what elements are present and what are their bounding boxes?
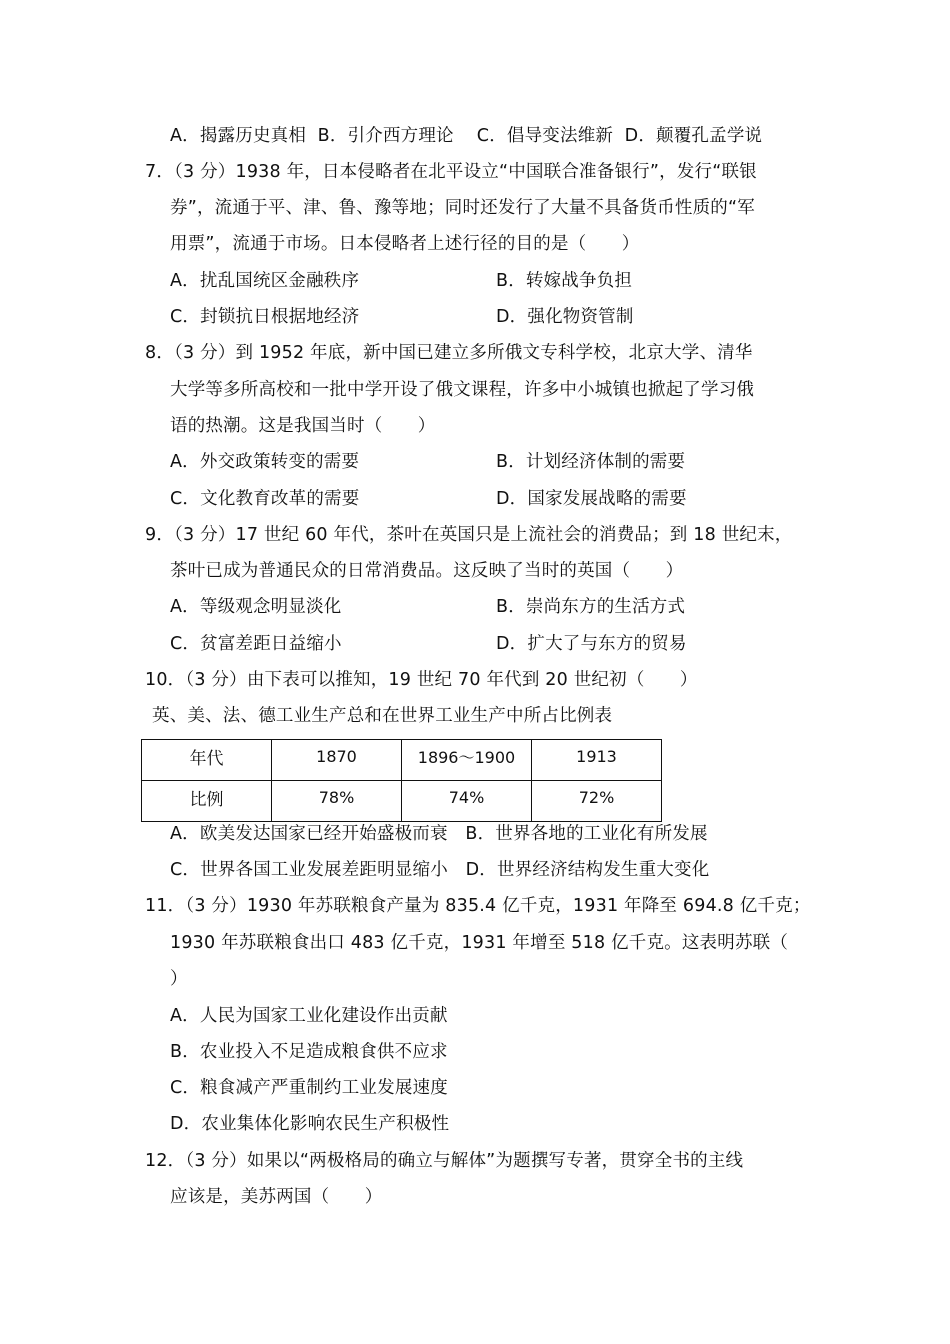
table-cell-text: 年代	[189, 748, 224, 769]
table-cell	[532, 781, 662, 822]
table-cell	[532, 740, 662, 781]
q9-stem-line-2: 茶叶已成为普通民众的日常消费品。这反映了当时的英国（ ）	[170, 561, 684, 581]
table-cell-text: 1870	[316, 746, 357, 766]
q7-option-a: A．扰乱国统区金融秩序	[170, 271, 360, 291]
q9-option-c: C．贫富差距日益缩小	[170, 634, 342, 654]
q7-option-b: B．转嫁战争负担	[496, 271, 633, 291]
table-cell	[272, 781, 402, 822]
q6-option-b: 引介西方理论	[347, 126, 454, 146]
q11-option-c: C．粮食减产严重制约工业发展速度	[170, 1078, 448, 1098]
q11-stem-line-2: 1930 年苏联粮食出口 483 亿千克，1931 年增至 518 亿千克。这表明苏联（	[170, 933, 789, 953]
q11-option-a: A．人民为国家工业化建设作出贡献	[170, 1006, 448, 1026]
q10-table-title: 英、美、法、德工业生产总和在世界工业生产中所占比例表	[152, 706, 613, 726]
q6-option-c: 倡导变法维新	[506, 126, 614, 146]
q6-option-d-letter: D．	[624, 126, 657, 146]
q7-stem-line-2: 券”，流通于平、津、鲁、豫等地；同时还发行了大量不具备货币性质的“军	[170, 198, 755, 218]
q10-options-line-2: C．世界各国工业发展差距明显缩小 D．世界经济结构发生重大变化	[170, 860, 710, 880]
q10-stem-line-1: 10．（3 分）由下表可以推知，19 世纪 70 年代到 20 世纪初（ ）	[145, 670, 698, 690]
q7-option-c: C．封锁抗日根据地经济	[170, 307, 360, 327]
table-row	[142, 781, 662, 822]
table-cell-text: 74%	[448, 787, 485, 807]
q8-option-d: D．国家发展战略的需要	[496, 489, 687, 509]
q6-option-a: 揭露历史真相	[199, 126, 307, 146]
q12-stem-line-2: 应该是，美苏两国（ ）	[170, 1187, 383, 1207]
table-cell	[272, 740, 402, 781]
q6-options	[170, 124, 762, 148]
q10-options-line-1: A．欧美发达国家已经开始盛极而衰 B．世界各地的工业化有所发展	[170, 824, 708, 844]
q8-option-b: B．计划经济体制的需要	[496, 452, 686, 472]
q6-option-a-letter: A．	[170, 126, 200, 146]
q8-option-c: C．文化教育改革的需要	[170, 489, 360, 509]
q7-stem-line-1: 7．（3 分）1938 年，日本侵略者在北平设立“中国联合准备银行”，发行“联银	[145, 162, 757, 182]
table-row	[142, 740, 662, 781]
q9-option-a: A．等级观念明显淡化	[170, 597, 342, 617]
q12-stem-line-1: 12．（3 分）如果以“两极格局的确立与解体”为题撰写专著，贯穿全书的主线	[145, 1151, 744, 1171]
table-cell	[402, 740, 532, 781]
table-cell-text: 1913	[576, 746, 617, 766]
q9-option-b: B．崇尚东方的生活方式	[496, 597, 686, 617]
q9-option-d: D．扩大了与东方的贸易	[496, 634, 687, 654]
q8-stem-line-3: 语的热潮。这是我国当时（ ）	[170, 416, 436, 436]
q11-option-b: B．农业投入不足造成粮食供不应求	[170, 1042, 448, 1062]
q11-stem-line-1: 11．（3 分）1930 年苏联粮食产量为 835.4 亿千克，1931 年降至 694.8 亿千克；	[145, 896, 811, 916]
q8-stem-line-2: 大学等多所高校和一批中学开设了俄文课程，许多中小城镇也掀起了学习俄	[170, 380, 755, 400]
q11-option-d: D．农业集体化影响农民生产积极性	[170, 1114, 450, 1134]
q7-option-d: D．强化物资管制	[496, 307, 634, 327]
q9-stem-line-1: 9．（3 分）17 世纪 60 年代，茶叶在英国只是上流社会的消费品；到 18 世纪末，	[145, 525, 793, 545]
q8-option-a: A．外交政策转变的需要	[170, 452, 360, 472]
table-cell	[142, 740, 272, 781]
table-cell	[402, 781, 532, 822]
q10-data-table	[141, 739, 662, 822]
table-cell-text: 1896～1900	[417, 747, 516, 767]
q11-stem-line-3: ）	[170, 969, 188, 989]
q6-option-b-letter: B．	[317, 126, 348, 146]
table-cell	[142, 781, 272, 822]
q8-stem-line-1: 8．（3 分）到 1952 年底，新中国已建立多所俄文专科学校，北京大学、清华	[145, 343, 753, 363]
q6-option-d: 颠覆孔孟学说	[656, 126, 763, 146]
table-cell-text: 72%	[578, 787, 615, 807]
q6-option-c-letter: C．	[476, 126, 507, 146]
table-cell-text: 比例	[189, 789, 224, 810]
q7-stem-line-3: 用票”，流通于市场。日本侵略者上述行径的目的是（ ）	[170, 234, 640, 254]
table-cell-text: 78%	[318, 787, 355, 807]
